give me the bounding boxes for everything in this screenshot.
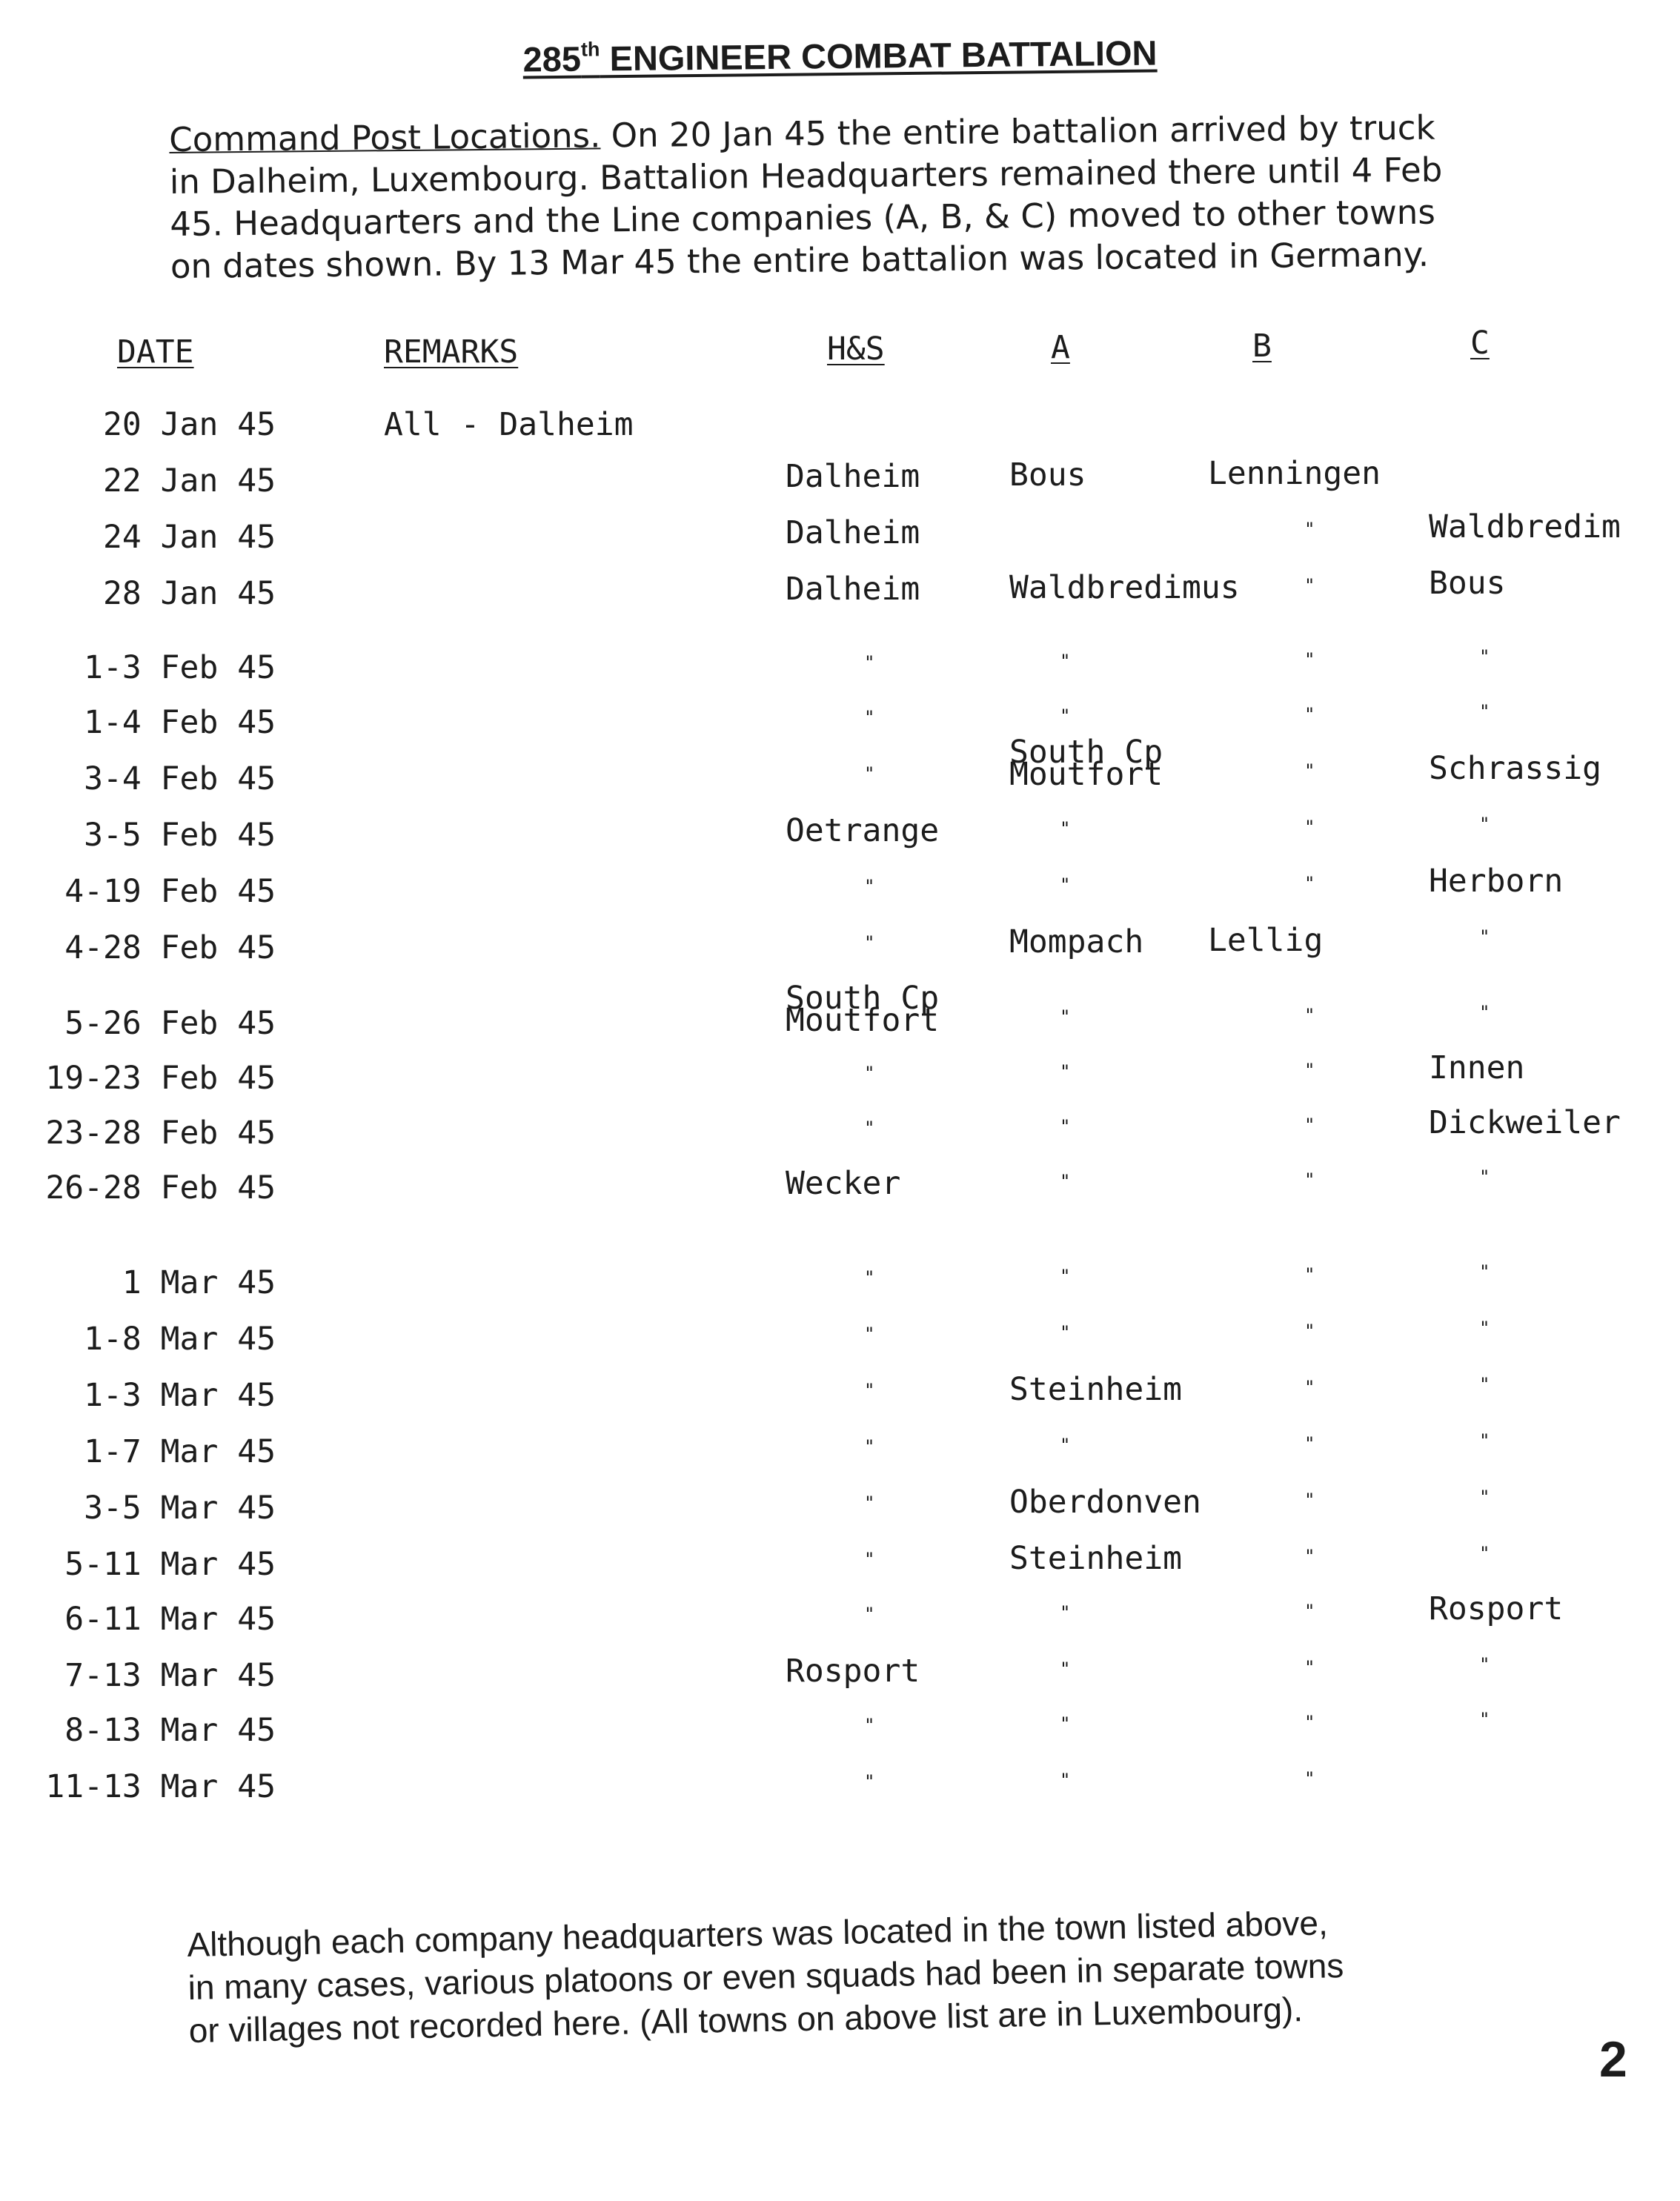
ditto-mark: " — [864, 652, 875, 673]
row-date: 4-19 Feb 45 — [64, 873, 276, 910]
row-remarks-location: All - Dalheim — [384, 406, 634, 443]
ditto-mark: " — [864, 932, 875, 953]
ditto-mark: " — [1304, 1115, 1315, 1135]
ditto-mark: " — [1304, 1490, 1315, 1510]
column-header-hs: H&S — [827, 331, 885, 368]
ditto-mark: " — [864, 1267, 875, 1288]
intro-line-2: in Dalheim, Luxembourg. Battalion Headquarters remained there until 4 Feb — [169, 150, 1443, 202]
ditto-mark: " — [1060, 1435, 1071, 1455]
ditto-mark: " — [864, 763, 875, 784]
ditto-mark: " — [1479, 814, 1490, 834]
ditto-mark: " — [864, 1324, 875, 1344]
row-date: 5-11 Mar 45 — [64, 1546, 276, 1583]
ditto-mark: " — [1304, 1546, 1315, 1567]
title-ordinal: th — [580, 38, 600, 61]
ditto-mark: " — [864, 1380, 875, 1401]
ditto-mark: " — [1304, 1264, 1315, 1285]
ditto-mark: " — [1304, 1321, 1315, 1341]
intro-line-3: 45. Headquarters and the Line companies (A, B, & C) moved to other towns — [170, 192, 1435, 244]
row-date: 23-28 Feb 45 — [45, 1115, 276, 1152]
row-date: 5-26 Feb 45 — [64, 1005, 276, 1042]
ditto-mark: " — [1060, 818, 1071, 839]
footer-line-3: or villages not recorded here. (All towns on above list are in Luxembourg). — [188, 1990, 1304, 2050]
row-date: 1-3 Mar 45 — [84, 1377, 276, 1414]
ditto-mark: " — [864, 1771, 875, 1792]
ditto-mark: " — [864, 1604, 875, 1624]
title-number: 285 — [522, 39, 582, 79]
row-b-location: Lenningen — [1208, 455, 1381, 492]
ditto-mark: " — [864, 876, 875, 897]
ditto-mark: " — [1304, 1657, 1315, 1678]
row-date: 28 Jan 45 — [103, 575, 276, 612]
row-a-location: South Cp Moutfort — [1009, 734, 1163, 793]
row-b-location: Lellig — [1208, 922, 1324, 959]
ditto-mark: " — [1060, 1116, 1071, 1137]
ditto-mark: " — [1304, 1169, 1315, 1190]
ditto-mark: " — [1060, 1322, 1071, 1343]
row-date: 1-3 Feb 45 — [84, 649, 276, 686]
row-date: 1 Mar 45 — [122, 1264, 276, 1301]
page-title — [0, 27, 1680, 85]
ditto-mark: " — [1479, 1487, 1490, 1507]
title-text: ENGINEER COMBAT BATTALION — [600, 33, 1158, 79]
ditto-mark: " — [1060, 1061, 1071, 1082]
row-hs-location: Rosport — [786, 1653, 920, 1690]
ditto-mark: " — [1479, 1709, 1490, 1730]
row-hs-location: Dalheim — [786, 514, 920, 551]
row-date: 19-23 Feb 45 — [45, 1060, 276, 1097]
ditto-mark: " — [1479, 1543, 1490, 1564]
ditto-mark: " — [1304, 760, 1315, 781]
row-date: 3-5 Mar 45 — [84, 1490, 276, 1527]
row-date: 8-13 Mar 45 — [64, 1712, 276, 1749]
row-c-location: Innen — [1429, 1049, 1525, 1086]
ditto-mark: " — [1304, 873, 1315, 894]
row-hs-location: Oetrange — [786, 812, 940, 849]
ditto-mark: " — [1304, 1377, 1315, 1398]
ditto-mark: " — [864, 1118, 875, 1138]
ditto-mark: " — [864, 707, 875, 728]
ditto-mark: " — [1304, 1005, 1315, 1026]
column-header-a: A — [1051, 329, 1070, 366]
row-date: 1-7 Mar 45 — [84, 1433, 276, 1470]
row-c-location: Herborn — [1429, 863, 1564, 900]
row-date: 1-4 Feb 45 — [84, 704, 276, 741]
row-c-location: Waldbredim — [1429, 508, 1621, 545]
ditto-mark: " — [1060, 1713, 1071, 1734]
footer-line-2: in many cases, various platoons or even squads had been in separate towns — [187, 1946, 1344, 2007]
row-a-location: Steinheim — [1009, 1371, 1182, 1408]
ditto-mark: " — [1304, 817, 1315, 837]
ditto-mark: " — [1479, 701, 1490, 722]
row-date: 7-13 Mar 45 — [64, 1657, 276, 1694]
ditto-mark: " — [1479, 1002, 1490, 1023]
row-a-location: Steinheim — [1009, 1540, 1182, 1577]
ditto-mark: " — [1479, 926, 1490, 947]
ditto-mark: " — [1060, 1266, 1071, 1287]
row-a-location: Oberdonven — [1009, 1484, 1201, 1521]
row-c-location: Rosport — [1429, 1590, 1564, 1627]
row-c-location: Schrassig — [1429, 750, 1601, 787]
ditto-mark: " — [1304, 575, 1315, 596]
column-header-c: C — [1470, 325, 1490, 362]
ditto-mark: " — [1479, 646, 1490, 667]
ditto-mark: " — [1479, 1374, 1490, 1395]
row-date: 20 Jan 45 — [103, 406, 276, 443]
ditto-mark: " — [1304, 1601, 1315, 1621]
row-a-location: Mompach — [1009, 923, 1144, 960]
row-hs-location: Dalheim — [786, 458, 920, 495]
intro-lead: Command Post Locations. — [169, 116, 601, 159]
ditto-mark: " — [1304, 1768, 1315, 1789]
ditto-mark: " — [1060, 1770, 1071, 1790]
ditto-mark: " — [864, 1715, 875, 1736]
ditto-mark: " — [1060, 1602, 1071, 1623]
column-header-date: DATE — [117, 333, 194, 371]
ditto-mark: " — [1304, 704, 1315, 725]
row-date: 3-5 Feb 45 — [84, 817, 276, 854]
row-date: 22 Jan 45 — [103, 462, 276, 499]
ditto-mark: " — [864, 1493, 875, 1513]
ditto-mark: " — [1060, 1006, 1071, 1027]
row-date: 4-28 Feb 45 — [64, 929, 276, 966]
ditto-mark: " — [1304, 1433, 1315, 1454]
row-date: 11-13 Mar 45 — [45, 1768, 276, 1805]
footer-line-1: Although each company headquarters was located in the town listed above, — [187, 1903, 1329, 1964]
row-date: 3-4 Feb 45 — [84, 760, 276, 797]
ditto-mark: " — [864, 1549, 875, 1570]
ditto-mark: " — [864, 1063, 875, 1083]
intro-line-4: on dates shown. By 13 Mar 45 the entire battalion was located in Germany. — [170, 234, 1430, 286]
ditto-mark: " — [1060, 1171, 1071, 1192]
row-c-location: Dickweiler — [1429, 1104, 1621, 1141]
ditto-mark: " — [1060, 706, 1071, 726]
ditto-mark: " — [1060, 651, 1071, 671]
ditto-mark: " — [864, 1436, 875, 1457]
ditto-mark: " — [1304, 1060, 1315, 1080]
column-header-b: B — [1252, 328, 1272, 365]
row-date: 26-28 Feb 45 — [45, 1169, 276, 1206]
row-date: 6-11 Mar 45 — [64, 1601, 276, 1638]
intro-paragraph — [169, 105, 1527, 288]
row-hs-location: Wecker — [786, 1165, 901, 1202]
ditto-mark: " — [1479, 1261, 1490, 1282]
row-a-location: Waldbredimus — [1009, 569, 1240, 606]
ditto-mark: " — [1304, 519, 1315, 540]
row-a-location: Bous — [1009, 457, 1086, 494]
row-date: 24 Jan 45 — [103, 519, 276, 556]
ditto-mark: " — [1060, 1659, 1071, 1679]
ditto-mark: " — [1479, 1654, 1490, 1675]
ditto-mark: " — [1479, 1166, 1490, 1187]
ditto-mark: " — [1304, 649, 1315, 670]
page-number: 2 — [1599, 2031, 1627, 2088]
ditto-mark: " — [1304, 1712, 1315, 1733]
row-date: 1-8 Mar 45 — [84, 1321, 276, 1358]
ditto-mark: " — [1060, 874, 1071, 895]
row-hs-location: South Cp Moutfort — [786, 980, 940, 1039]
ditto-mark: " — [1479, 1318, 1490, 1338]
column-header-remarks: REMARKS — [384, 333, 519, 371]
row-c-location: Bous — [1429, 565, 1506, 602]
intro-line-1: On 20 Jan 45 the entire battalion arrived by truck — [600, 107, 1435, 156]
row-hs-location: Dalheim — [786, 571, 920, 608]
footer-note — [187, 1897, 1545, 2052]
ditto-mark: " — [1479, 1430, 1490, 1451]
